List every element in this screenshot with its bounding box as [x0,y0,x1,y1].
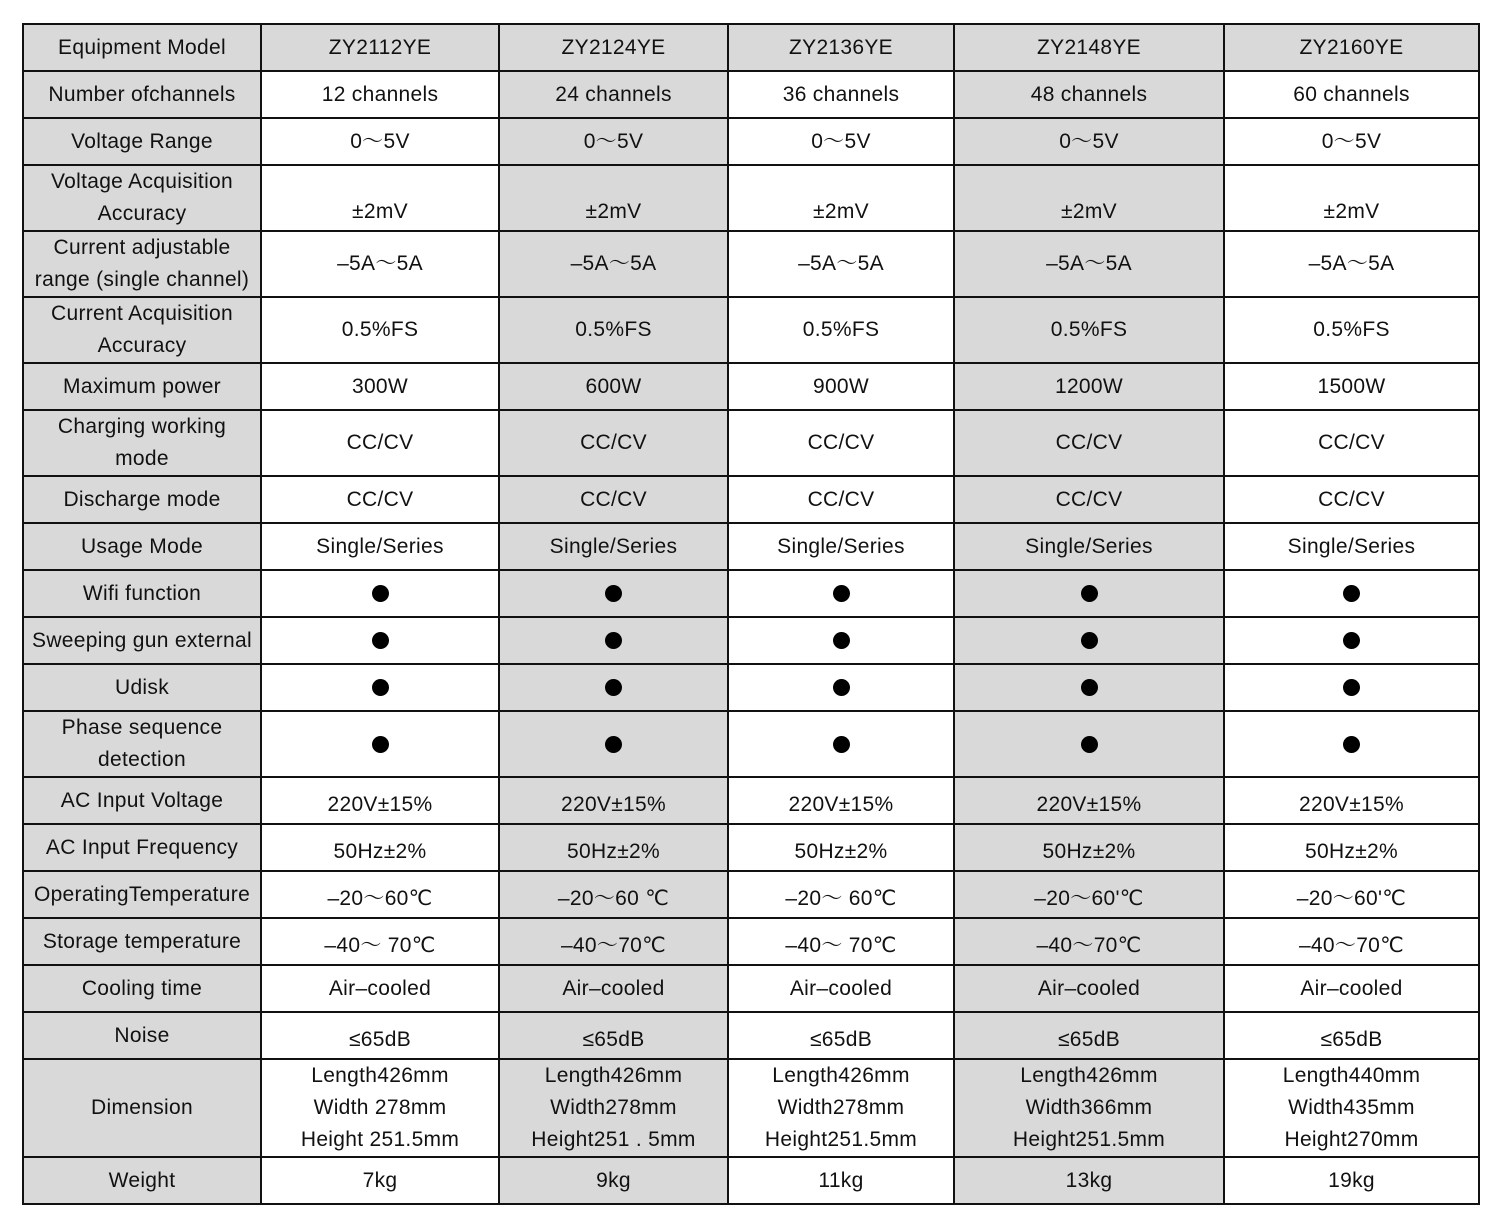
feature-supported-cell [261,711,499,777]
row-label: Number ofchannels [23,71,261,118]
spec-value: ±2mV [728,165,954,231]
supported-dot-icon [605,632,622,649]
spec-value: CC/CV [499,410,728,476]
row-label: Udisk [23,664,261,711]
spec-value: Air–cooled [499,965,728,1012]
spec-row [23,1157,1479,1204]
spec-value: –5A～5A [728,231,954,297]
row-label: Charging working mode [23,410,261,476]
feature-supported-cell [499,711,728,777]
supported-dot-icon [372,736,389,753]
spec-value: 50Hz±2% [728,824,954,871]
spec-value: ±2mV [954,165,1224,231]
spec-value: Length440mm Width435mm Height270mm [1224,1059,1479,1157]
spec-value: Length426mm Width278mm Height251 . 5mm [499,1059,728,1157]
spec-value: Single/Series [954,523,1224,570]
supported-dot-icon [1343,632,1360,649]
supported-dot-icon [605,585,622,602]
supported-dot-icon [833,679,850,696]
spec-row [23,1059,1479,1157]
spec-value: Single/Series [499,523,728,570]
row-label: Voltage Range [23,118,261,165]
spec-table [22,23,1480,1205]
spec-row [23,231,1479,297]
feature-supported-cell [728,711,954,777]
feature-supported-cell [1224,570,1479,617]
spec-row [23,523,1479,570]
spec-row [23,410,1479,476]
spec-value: 1500W [1224,363,1479,410]
supported-dot-icon [1343,736,1360,753]
feature-supported-cell [1224,711,1479,777]
spec-value: 48 channels [954,71,1224,118]
spec-value: –20～60'℃ [954,871,1224,918]
spec-value: –20～60'℃ [1224,871,1479,918]
spec-row [23,617,1479,664]
spec-row [23,165,1479,231]
feature-supported-cell [954,664,1224,711]
supported-dot-icon [833,632,850,649]
supported-dot-icon [833,736,850,753]
spec-value: –40～70℃ [954,918,1224,965]
spec-value: CC/CV [1224,476,1479,523]
spec-value: 36 channels [728,71,954,118]
spec-value: –40～ 70℃ [261,918,499,965]
feature-supported-cell [499,570,728,617]
spec-value: Air–cooled [728,965,954,1012]
supported-dot-icon [605,736,622,753]
supported-dot-icon [372,679,389,696]
spec-value: 19kg [1224,1157,1479,1204]
spec-value: ≤65dB [261,1012,499,1059]
model-header: ZY2112YE [261,24,499,71]
supported-dot-icon [833,585,850,602]
spec-value: 9kg [499,1157,728,1204]
spec-value: 0～5V [954,118,1224,165]
spec-value: 0.5%FS [728,297,954,363]
spec-value: ≤65dB [1224,1012,1479,1059]
spec-value: CC/CV [728,410,954,476]
spec-value: Length426mm Width366mm Height251.5mm [954,1059,1224,1157]
spec-row [23,871,1479,918]
spec-row [23,664,1479,711]
spec-value: 12 channels [261,71,499,118]
spec-value: 1200W [954,363,1224,410]
row-label: Weight [23,1157,261,1204]
row-label: Noise [23,1012,261,1059]
spec-row [23,570,1479,617]
model-header: ZY2160YE [1224,24,1479,71]
spec-value: Length426mm Width 278mm Height 251.5mm [261,1059,499,1157]
spec-value: 220V±15% [728,777,954,824]
header-row [23,24,1479,71]
spec-row [23,363,1479,410]
row-label: Sweeping gun external [23,617,261,664]
spec-value: CC/CV [261,476,499,523]
spec-value: CC/CV [261,410,499,476]
spec-value: Single/Series [728,523,954,570]
spec-row [23,711,1479,777]
spec-value: 50Hz±2% [261,824,499,871]
row-label: Cooling time [23,965,261,1012]
feature-supported-cell [499,617,728,664]
spec-value: 0～5V [261,118,499,165]
spec-value: 0～5V [1224,118,1479,165]
spec-value: ≤65dB [499,1012,728,1059]
supported-dot-icon [1343,679,1360,696]
spec-value: –5A～5A [954,231,1224,297]
supported-dot-icon [605,679,622,696]
spec-row [23,777,1479,824]
spec-value: 7kg [261,1157,499,1204]
feature-supported-cell [728,664,954,711]
spec-value: 220V±15% [1224,777,1479,824]
spec-body [23,71,1479,1204]
supported-dot-icon [1081,679,1098,696]
row-label: Discharge mode [23,476,261,523]
spec-value: –40～ 70℃ [728,918,954,965]
feature-supported-cell [954,711,1224,777]
feature-supported-cell [261,617,499,664]
spec-row [23,297,1479,363]
spec-value: 24 channels [499,71,728,118]
spec-value: 300W [261,363,499,410]
spec-value: CC/CV [1224,410,1479,476]
row-label: Phase sequence detection [23,711,261,777]
spec-value: –20～ 60℃ [728,871,954,918]
feature-supported-cell [261,664,499,711]
row-label: AC Input Frequency [23,824,261,871]
spec-value: 0.5%FS [261,297,499,363]
spec-value: Air–cooled [954,965,1224,1012]
spec-value: 11kg [728,1157,954,1204]
supported-dot-icon [1343,585,1360,602]
spec-value: –20～60℃ [261,871,499,918]
spec-value: 50Hz±2% [499,824,728,871]
spec-value: 900W [728,363,954,410]
spec-value: ±2mV [1224,165,1479,231]
model-header: ZY2136YE [728,24,954,71]
feature-supported-cell [954,617,1224,664]
spec-row [23,918,1479,965]
spec-value: CC/CV [954,410,1224,476]
spec-value: CC/CV [954,476,1224,523]
spec-value: Air–cooled [1224,965,1479,1012]
row-label: Dimension [23,1059,261,1157]
spec-value: –40～70℃ [1224,918,1479,965]
feature-supported-cell [261,570,499,617]
spec-value: –5A～5A [261,231,499,297]
spec-value: 0.5%FS [499,297,728,363]
spec-row [23,1012,1479,1059]
spec-value: –40～70℃ [499,918,728,965]
supported-dot-icon [1081,632,1098,649]
spec-value: Single/Series [261,523,499,570]
row-label: Voltage Acquisition Accuracy [23,165,261,231]
feature-supported-cell [499,664,728,711]
spec-row [23,118,1479,165]
supported-dot-icon [1081,585,1098,602]
feature-supported-cell [1224,617,1479,664]
spec-value: ±2mV [499,165,728,231]
spec-value: 220V±15% [499,777,728,824]
spec-value: 220V±15% [261,777,499,824]
spec-value: Air–cooled [261,965,499,1012]
header-label-cell: Equipment Model [23,24,261,71]
spec-value: –5A～5A [1224,231,1479,297]
spec-row [23,824,1479,871]
spec-row [23,965,1479,1012]
supported-dot-icon [372,632,389,649]
spec-value: Length426mm Width278mm Height251.5mm [728,1059,954,1157]
row-label: Wifi function [23,570,261,617]
feature-supported-cell [1224,664,1479,711]
spec-value: 60 channels [1224,71,1479,118]
row-label: Usage Mode [23,523,261,570]
spec-value: 50Hz±2% [954,824,1224,871]
row-label: Maximum power [23,363,261,410]
spec-value: ≤65dB [954,1012,1224,1059]
feature-supported-cell [954,570,1224,617]
row-label: Current Acquisition Accuracy [23,297,261,363]
row-label: AC Input Voltage [23,777,261,824]
feature-supported-cell [728,617,954,664]
spec-value: CC/CV [499,476,728,523]
spec-value: ≤65dB [728,1012,954,1059]
model-header: ZY2124YE [499,24,728,71]
spec-value: Single/Series [1224,523,1479,570]
row-label: Current adjustable range (single channel) [23,231,261,297]
model-header: ZY2148YE [954,24,1224,71]
spec-value: 0～5V [499,118,728,165]
spec-value: 600W [499,363,728,410]
spec-row [23,71,1479,118]
spec-value: –20～60 ℃ [499,871,728,918]
spec-value: 0.5%FS [954,297,1224,363]
row-label: Storage temperature [23,918,261,965]
spec-value: ±2mV [261,165,499,231]
spec-row [23,476,1479,523]
spec-value: 50Hz±2% [1224,824,1479,871]
supported-dot-icon [372,585,389,602]
row-label: OperatingTemperature [23,871,261,918]
supported-dot-icon [1081,736,1098,753]
spec-value: CC/CV [728,476,954,523]
spec-value: 13kg [954,1157,1224,1204]
spec-value: 220V±15% [954,777,1224,824]
feature-supported-cell [728,570,954,617]
spec-value: 0.5%FS [1224,297,1479,363]
spec-value: –5A～5A [499,231,728,297]
spec-value: 0～5V [728,118,954,165]
